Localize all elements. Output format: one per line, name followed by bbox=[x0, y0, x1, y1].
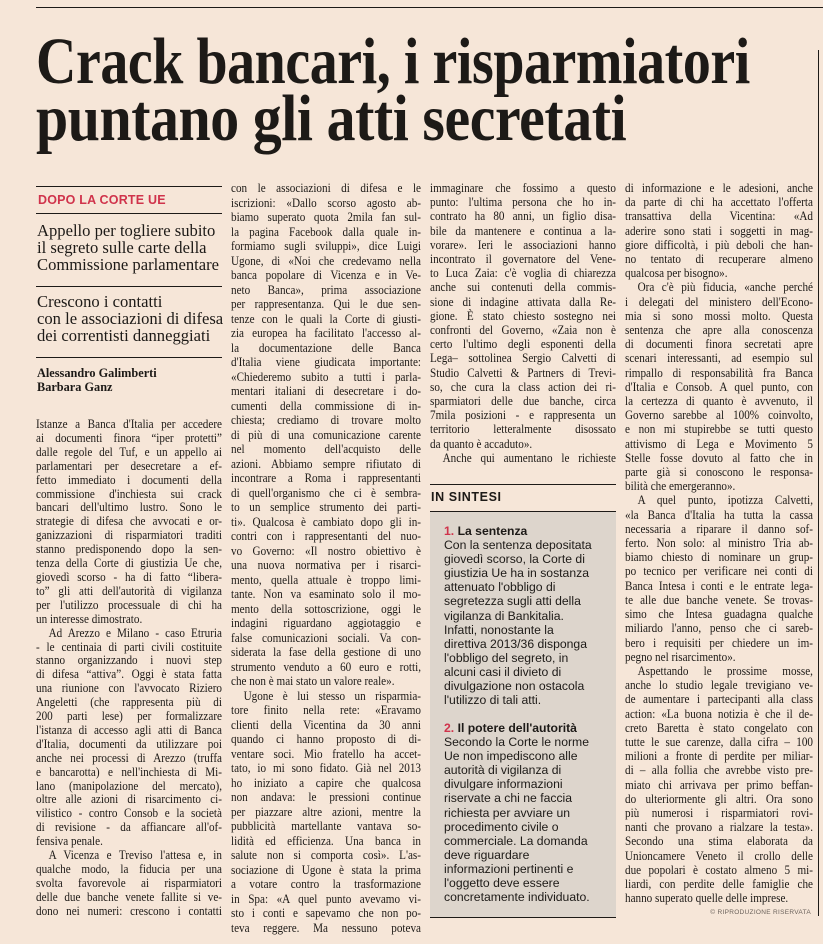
text-line: ho iniziato a capire che qualcosa bbox=[231, 775, 421, 790]
subhead-line: Appello per togliere subito bbox=[37, 221, 216, 240]
text-line: qualcosa per bisogno». bbox=[625, 266, 728, 281]
text-line: Unioncamere Veneto il crollo delle bbox=[625, 848, 813, 863]
item-title: La sentenza bbox=[457, 524, 528, 538]
text-line: mento, quella attuale è troppo limi- bbox=[231, 572, 421, 587]
item-title: Il potere dell'autorità bbox=[457, 721, 577, 735]
text-line: Anche qui aumentano le richieste bbox=[442, 450, 616, 465]
copyright-notice: © RIPRODUZIONE RISERVATA bbox=[710, 909, 811, 916]
text-line: di informazione e le adesioni, anche bbox=[625, 181, 813, 195]
text-line: una riunione con l'avvocato Riziero bbox=[36, 681, 222, 696]
kicker: DOPO LA CORTE UE bbox=[38, 193, 166, 207]
text-line: Angeletti (che rappresenta più di bbox=[36, 695, 222, 710]
subhead-line: Crescono i contatti bbox=[37, 292, 163, 311]
text-line: Ugone è lui stesso un risparmia- bbox=[243, 688, 421, 703]
subhead-line: il segreto sulle carte della bbox=[37, 237, 207, 257]
text-line: iscrizioni: «Dallo scorso agosto ab- bbox=[231, 195, 421, 210]
top-rule bbox=[36, 7, 823, 8]
paragraph bbox=[625, 181, 813, 280]
text-line: qualche modo, la fiducia per una bbox=[36, 862, 222, 876]
paragraph bbox=[625, 493, 813, 663]
text-line: a votare contro la trasformazione bbox=[231, 877, 421, 891]
paragraph bbox=[36, 627, 222, 850]
author: Alessandro Galimberti bbox=[37, 366, 157, 380]
paragraph bbox=[625, 664, 813, 905]
text-line: strategie di difesa che avvocati e or- bbox=[36, 514, 222, 529]
divider bbox=[36, 286, 222, 287]
text-line: divulgare informazioni bbox=[444, 777, 563, 792]
text-line: Ad Arezzo e Milano - caso Etruria bbox=[48, 625, 222, 640]
text-line: A Vicenza e Treviso l'attesa e, in bbox=[48, 848, 222, 863]
text-line: po tecnico per verificare nei conti di bbox=[625, 564, 813, 579]
text-line: contri con i rappresentanti del nuo- bbox=[231, 529, 421, 543]
text-line: giovedì scorso - ha di fatto “libera- bbox=[36, 569, 222, 584]
item-number: 1. bbox=[444, 524, 455, 538]
text-line: Lega– sottolinea Sergio Calvetti di bbox=[430, 351, 616, 366]
text-line: Secondo la Corte le norme bbox=[444, 735, 589, 750]
text-line: bile da mantenere e continua a la- bbox=[430, 223, 616, 238]
text-line: biamo superato quota 2mila fan sul- bbox=[231, 210, 421, 224]
text-line: «Chiederemo subito a tutti i parla- bbox=[231, 369, 421, 384]
text-line: stanno predisponendo dopo la sen- bbox=[36, 542, 222, 557]
text-line: incontrare a Roma i rappresentanti bbox=[231, 471, 421, 485]
text-line: chiesta; crediamo di trovare molto bbox=[231, 413, 421, 427]
right-column-rule bbox=[818, 50, 819, 916]
text-line: d'Italia, documenti da utilizzare poi bbox=[36, 736, 222, 751]
text-line: di – alla follia che avrebbe visto pre- bbox=[625, 763, 813, 778]
text-line: sto i conti e sapevamo che non po- bbox=[231, 906, 421, 920]
text-line: fensiva penale. bbox=[36, 834, 103, 849]
text-line: sociazione di Ugone è stata la prima bbox=[231, 862, 421, 877]
item-number: 2. bbox=[444, 721, 455, 735]
text-line: direttiva 2013/36 disponga bbox=[444, 636, 587, 651]
text-line: ai documenti finora “iper protetti” bbox=[36, 430, 222, 445]
text-line: deve riguardare bbox=[444, 847, 530, 862]
text-line: pegno nel risarcimento». bbox=[625, 649, 736, 664]
sintesi-item-body bbox=[444, 538, 614, 707]
text-line: sparmiatori delle due banche, circa bbox=[430, 394, 616, 409]
text-line: informazioni pertinenti e bbox=[444, 861, 574, 876]
text-line: tenza della Corte di giustizia Ue che, bbox=[36, 556, 222, 571]
text-line: di difesa “attiva”. Oggi è stata fatta bbox=[36, 667, 222, 682]
text-line: Aspettando le prossime mosse, bbox=[637, 663, 813, 678]
text-line: indagini riguardano aggiotaggio e bbox=[231, 616, 421, 630]
subhead-line: dei correntisti danneggiati bbox=[37, 325, 211, 345]
text-line: to un semplice strumento dei parti- bbox=[231, 500, 421, 514]
text-line: d'Italia e Consob. A quel punto, con bbox=[625, 379, 813, 394]
text-line: de aumentare i partecipanti alla class bbox=[625, 692, 813, 707]
text-line: Stelle fosse dovuto al fatto che in bbox=[625, 450, 813, 465]
text-line: 7mila posizioni - e rappresenta un bbox=[430, 408, 616, 423]
text-line: sione di indagine attivata dalla Re- bbox=[430, 294, 616, 309]
text-line: commissione d'inchiesta sui crack bbox=[36, 486, 222, 501]
text-line: ti». Qualcosa è cambiato dopo gli in- bbox=[231, 514, 421, 529]
text-line: tato, io mi sono fidato. Già nel 2013 bbox=[231, 761, 421, 775]
text-line: salute non si comporta così». L'as- bbox=[231, 848, 421, 862]
text-line: e bancarotta) e nell'inchiesta di Mi- bbox=[36, 764, 222, 779]
text-line: zia europea ha facilitato l'accesso al- bbox=[231, 326, 421, 340]
text-line: do ulteriormente gli altri. Ora sono bbox=[625, 791, 813, 806]
paragraph bbox=[231, 181, 421, 689]
headline-line-2: puntano gli atti secretati bbox=[36, 82, 627, 155]
text-line: anche sui contenuti della commis- bbox=[430, 280, 616, 295]
text-line: no tentato di recuperare almeno bbox=[625, 252, 813, 267]
text-line: false comunicazioni sociali. Va con- bbox=[231, 630, 421, 645]
text-line: dalle regole del Tuf, e un appello ai bbox=[36, 444, 222, 459]
text-line: parlamentari per desecretare a ef- bbox=[36, 458, 222, 473]
text-line: i delegati del ministero dell'Econo- bbox=[625, 294, 813, 309]
text-line: per piazzare altre azioni, mentre la bbox=[231, 804, 421, 819]
text-line: l'istanza di accesso agli atti di Banca bbox=[36, 722, 222, 737]
text-line: tenze con le quali la Corte di giusti- bbox=[231, 311, 421, 326]
text-line: svolta favorevole ai risparmiatori bbox=[36, 875, 222, 890]
text-line: anche lo studio legale trevigiano ve- bbox=[625, 678, 813, 693]
text-line: teva reggere. Ma nessuno poteva bbox=[231, 920, 421, 935]
text-line: confronti del Governo, «Zaia non è bbox=[430, 323, 616, 338]
article-column-1 bbox=[36, 418, 222, 919]
text-line: tore finito nella rete: «Eravamo bbox=[231, 703, 421, 717]
sintesi-item-title bbox=[444, 524, 614, 538]
text-line: lano (manipolazione del mercato), bbox=[36, 778, 222, 793]
text-line: certo l'ultimo degli esponenti della bbox=[430, 337, 616, 352]
paragraph bbox=[36, 849, 222, 919]
text-line: biamo chiesto di nominare un grup- bbox=[625, 550, 813, 565]
paragraph bbox=[625, 280, 813, 493]
text-line: commerciale. La domanda bbox=[444, 833, 588, 848]
text-line: to” gli atti dell'autorità di vigilanza bbox=[36, 583, 222, 598]
text-line: Ue non impediscono alle bbox=[444, 749, 578, 764]
text-line: oltre alle azioni di risarcimento ci- bbox=[36, 792, 222, 807]
text-line: per l'utilizzo processuale di chi ha bbox=[36, 597, 222, 612]
text-line: d'Italia viene giudicata importante: bbox=[231, 355, 421, 369]
text-line: ventare soci. Mio fratello ha accet- bbox=[231, 746, 421, 761]
paragraph bbox=[430, 451, 616, 465]
sintesi-header: IN SINTESI bbox=[431, 490, 502, 504]
text-line: attivismo di Lega e Movimento 5 bbox=[625, 436, 813, 451]
text-line: giore difficoltà, i più deboli che han- bbox=[625, 237, 813, 252]
text-line: Ora c'è più fiducia, «anche perché bbox=[637, 280, 813, 295]
text-line: più numerosi i risparmiatori rovi- bbox=[625, 805, 813, 820]
text-line: con le associazioni di difesa e le bbox=[231, 181, 421, 195]
text-line: Governo sarebbe al 100% coinvolto, bbox=[625, 408, 813, 423]
text-line: riservate a chi ne faccia bbox=[444, 791, 573, 806]
text-line: lidità ed efficienza. Una banca in bbox=[231, 833, 421, 848]
text-line: autorità di vigilanza di bbox=[444, 763, 562, 778]
text-line: vilistico - contro Consob e la società bbox=[36, 806, 222, 821]
subhead-line: Commissione parlamentare bbox=[37, 254, 220, 274]
text-line: da parte di chi ha accettato l'offerta bbox=[625, 195, 813, 210]
text-line: azioni. Abbiamo sempre rifiutato di bbox=[231, 456, 421, 471]
text-line: «la Banca d'Italia ha tutta la cassa bbox=[625, 507, 813, 522]
text-line: l'obbligo del segreto, in bbox=[444, 650, 569, 665]
sintesi-box bbox=[430, 512, 616, 918]
text-line: bancari dell'ultimo lustro. Sono le bbox=[36, 500, 222, 515]
divider bbox=[36, 186, 222, 187]
headline-line-1: Crack bancari, i risparmiatori bbox=[36, 25, 750, 98]
text-line: te alle due banche venete. Se trovas- bbox=[625, 592, 813, 607]
text-line: aderire sono stati i soggetti in mag- bbox=[625, 223, 813, 238]
text-line: stanno organizzando i nuovi step bbox=[36, 653, 222, 668]
subhead-line: con le associazioni di difesa bbox=[37, 308, 224, 328]
text-line: banca popolare di Vicenza e in Ve- bbox=[231, 268, 421, 282]
text-line: in Spa: «A quel punto avevamo vi- bbox=[231, 891, 421, 906]
paragraph bbox=[231, 689, 421, 936]
text-line: clienti della Vicentina da 30 anni bbox=[231, 717, 421, 732]
text-line: 200 parti lese) per formalizzare bbox=[36, 709, 222, 724]
text-line: giovedì scorso, la Corte di bbox=[444, 552, 585, 567]
text-line: anche nei processi di Arezzo (truffa bbox=[36, 750, 222, 765]
sintesi-item-body bbox=[444, 735, 614, 904]
text-line: di documenti finora secretati apre bbox=[625, 337, 813, 352]
text-line: cumenti della commissione di in- bbox=[231, 398, 421, 413]
text-line: la documentazione delle Banca bbox=[231, 340, 421, 355]
text-line: e non mi stupirebbe se tutti questo bbox=[625, 422, 813, 437]
text-line: strumento venduto a 60 euro e rotti, bbox=[231, 659, 421, 674]
text-line: tutte le sue carenze, dalla cifra – 100 bbox=[625, 734, 813, 749]
text-line: liardi, con perdite delle famiglie che bbox=[625, 876, 813, 891]
text-line: una nuova normativa per i risarci- bbox=[231, 558, 421, 572]
author: Barbara Ganz bbox=[37, 380, 113, 394]
text-line: bero i requisiti per chiedere un im- bbox=[625, 635, 813, 650]
text-line: sentenza che apre alla conoscenza bbox=[625, 323, 813, 338]
text-line: pubblicità martellante vantava so- bbox=[231, 819, 421, 833]
text-line: miato chi arrivava per primo beffan- bbox=[625, 777, 813, 792]
text-line: non andava: le pressioni continue bbox=[231, 790, 421, 804]
text-line: Studio Calvetti & Partners di Trevi- bbox=[430, 365, 616, 380]
text-line: la certezza di quanto è avvenuto, il bbox=[625, 394, 813, 409]
text-line: delle due banche venete fallite si ve- bbox=[36, 889, 222, 904]
text-line: rimpallo di responsabilità fra Banca bbox=[625, 365, 813, 380]
article-column-4 bbox=[625, 181, 813, 905]
text-line: so, che cura la class action dei ri- bbox=[430, 379, 616, 394]
text-line: di più di una comunicazione carente bbox=[231, 427, 421, 442]
paragraph bbox=[36, 418, 222, 627]
sintesi-item-title bbox=[444, 721, 614, 735]
text-line: mia si sono mossi molto. Questa bbox=[625, 308, 813, 323]
text-line: creto Baretta è stato congelato con bbox=[625, 720, 813, 735]
text-line: gione. È stato chiesto sostegno nei bbox=[430, 308, 616, 323]
text-line: concretamente individuato. bbox=[444, 890, 590, 905]
text-line: procedimento civile o bbox=[444, 819, 559, 834]
text-line: l'utilizzo di tali atti. bbox=[444, 693, 542, 708]
byline bbox=[37, 366, 157, 394]
text-line: miliardo l'anno, penso che ci sareb- bbox=[625, 621, 813, 636]
sintesi-item-1 bbox=[444, 524, 614, 707]
text-line: l'oggetto deve essere bbox=[444, 876, 560, 891]
divider bbox=[430, 484, 616, 485]
text-line: tante. Non va esaminato solo il mo- bbox=[231, 587, 421, 601]
text-line: neto Banca», prima associazione bbox=[231, 282, 421, 297]
text-line: nel momento dell'acquisto delle bbox=[231, 442, 421, 456]
text-line: necessaria a riparare il danno sof- bbox=[625, 521, 813, 536]
text-line: hanno superato quelle delle imprese. bbox=[625, 891, 789, 906]
text-line: contrato ha 80 anni, un figlio disa- bbox=[430, 209, 616, 224]
text-line: scenari interessanti, ad esempio sul bbox=[625, 351, 813, 366]
text-line: punto: l'ultima persona che ho in- bbox=[430, 195, 616, 210]
text-line: vo Governo: «Il nostro obiettivo è bbox=[231, 543, 421, 558]
text-line: Infatti, nonostante la bbox=[444, 622, 554, 637]
text-line: Secondo una stima elaborata da bbox=[625, 834, 813, 849]
text-line: vorare». Ieri le associazioni hanno bbox=[430, 237, 616, 252]
text-line: siderata la fase della gestione di uno bbox=[231, 645, 421, 659]
text-line: di revisione - da affiancare all'of- bbox=[36, 820, 222, 835]
text-line: giustizia Ue ha in sostanza bbox=[444, 566, 589, 581]
text-line: immaginare che fossimo a questo bbox=[430, 181, 616, 195]
text-line: milioni a fronte di perdite per miliar- bbox=[625, 749, 813, 764]
text-line: segretezza sugli atti della bbox=[444, 594, 581, 609]
text-line: che non è mai stato un valore reale». bbox=[231, 674, 395, 688]
article-column-3 bbox=[430, 181, 616, 465]
text-line: ferto. Non solo: al ministro Tria ab- bbox=[625, 536, 813, 551]
text-line: action: «La buona notizia è che il de- bbox=[625, 706, 813, 721]
subhead-2 bbox=[37, 294, 227, 344]
sintesi-item-2 bbox=[444, 721, 614, 904]
divider bbox=[36, 213, 222, 214]
text-line: simo che Intesa guadagna qualche bbox=[625, 607, 813, 622]
text-line: Banca Intesa i conti e le entrate lega- bbox=[625, 578, 813, 593]
text-line: territorio letteralmente disossato bbox=[430, 422, 616, 437]
divider bbox=[36, 357, 222, 358]
text-line: di quell'organismo che ci è sembra- bbox=[231, 485, 421, 500]
text-line: vigilanza di Bankitalia. bbox=[444, 608, 564, 623]
text-line: due popolari è costato almeno 5 mi- bbox=[625, 862, 813, 877]
text-line: da quanto è accaduto». bbox=[430, 436, 533, 451]
text-line: Con la sentenza depositata bbox=[444, 538, 592, 553]
text-line: per rappresentanza. Qui le due sen- bbox=[231, 297, 421, 311]
text-line: alcuni casi il divieto di bbox=[444, 664, 562, 679]
text-line: mento della sottoscrizione, oggi le bbox=[231, 601, 421, 616]
text-line: attenuato l'obbligo di bbox=[444, 580, 556, 595]
text-line: Istanze a Banca d'Italia per accedere bbox=[36, 417, 222, 431]
text-line: bilità che emergeranno». bbox=[625, 479, 736, 494]
paragraph bbox=[430, 181, 616, 451]
text-line: ganizzazioni di risparmiatori traditi bbox=[36, 528, 222, 543]
text-line: parte già si conoscono le responsa- bbox=[625, 465, 813, 480]
text-line: formiamo sugli sviluppi», dice Luigi bbox=[231, 239, 421, 253]
article-column-2 bbox=[231, 181, 421, 935]
text-line: un interesse dimostrato. bbox=[36, 611, 143, 626]
text-line: dono nei numeri: crescono i contatti bbox=[36, 903, 222, 918]
subhead-1 bbox=[37, 223, 227, 273]
text-line: nanti che provano a rialzare la testa». bbox=[625, 820, 813, 835]
text-line: A quel punto, ipotizza Calvetti, bbox=[637, 493, 813, 508]
text-line: richiesta per avviare un bbox=[444, 805, 570, 820]
text-line: transattiva della Vicentina: «Ad bbox=[625, 209, 813, 224]
text-line: - le centinaia di parti civili costituite bbox=[36, 639, 222, 654]
text-line: la pagina Facebook dalla quale in- bbox=[231, 224, 421, 239]
text-line: divulgazione non ostacola bbox=[444, 679, 585, 694]
text-line: Ugone, di «Noi che credevamo nella bbox=[231, 253, 421, 268]
text-line: quando ci hanno proposto di di- bbox=[231, 732, 421, 746]
text-line: incontrato il governatore del Vene- bbox=[430, 252, 616, 267]
text-line: mentari italiani di desecretare i do- bbox=[231, 384, 421, 398]
text-line: fetto immediato i documenti della bbox=[36, 472, 222, 487]
text-line: to Luca Zaia: c'è voglia di chiarezza bbox=[430, 266, 616, 281]
